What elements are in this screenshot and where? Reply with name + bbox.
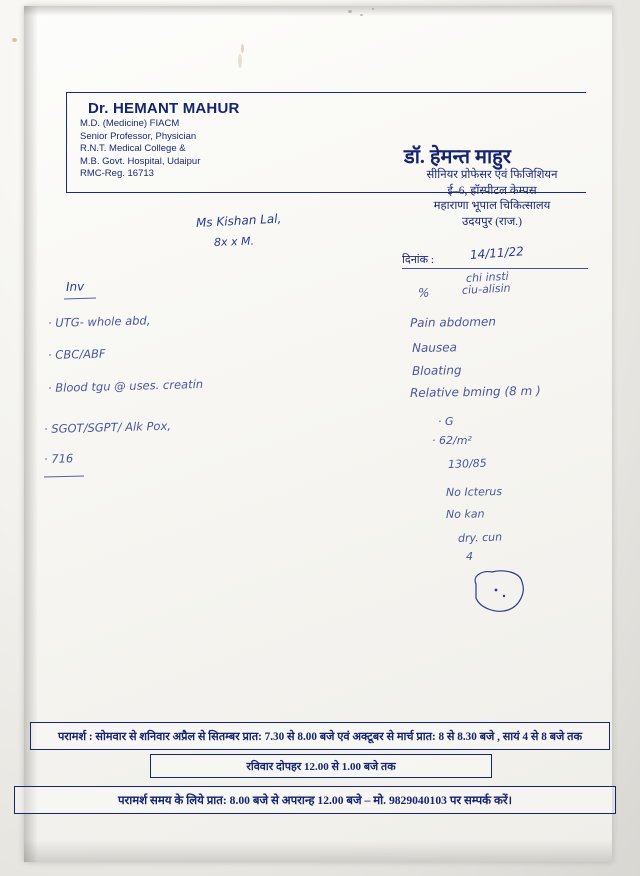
dust-speck	[372, 8, 374, 10]
investigations-heading: Inv	[65, 279, 85, 294]
exam-item: 4	[466, 550, 473, 563]
footer-timing-line-1: परामर्श : सोमवार से शनिवार अप्रैल से सितम्बर प्रात: 7.30 से 8.00 बजे एवं अक्टूबर से मार्च प्रात: 8 से 8.30 बजे , सायं 4 से 8 बजे तक	[30, 722, 610, 750]
paper-edge-shadow-bottom	[24, 840, 612, 862]
credential-line: M.D. (Medicine) FIACM	[80, 118, 180, 129]
complaint-item: Relative bming (8 m )	[409, 383, 541, 400]
dust-speck	[348, 10, 352, 13]
doctor-credentials-english	[80, 118, 200, 181]
dust-speck	[360, 14, 363, 16]
right-note-marker: %	[418, 286, 430, 300]
footer-timing-line-2: रविवार दोपहर 12.00 से 1.00 बजे तक	[150, 754, 492, 778]
dust-speck	[238, 54, 242, 68]
investigation-item: · CBC/ABF	[47, 346, 106, 362]
credential-line: Senior Professor, Physician	[80, 130, 197, 142]
date-label: दिनांक :	[402, 254, 434, 266]
dust-speck	[12, 38, 17, 42]
date-rule	[402, 268, 588, 269]
date-value-handwritten: 14/11/22	[469, 244, 525, 262]
doctor-credentials-hindi	[402, 168, 582, 230]
investigation-item: · UTG- whole abd,	[47, 313, 151, 330]
right-note: chi insti	[465, 269, 509, 285]
exam-item: No kan	[445, 507, 485, 521]
anatomical-sketch	[470, 568, 530, 616]
complaint-item: Pain abdomen	[409, 314, 497, 330]
patient-age-sex-handwritten: 8x x M.	[213, 234, 255, 249]
investigation-item: · 716	[43, 451, 74, 466]
footer-contact-line: परामर्श समय के लिये प्रात: 8.00 बजे से अपरान्ह 12.00 बजे – मो. 9829040103 पर सम्पर्क करें।	[14, 786, 616, 814]
credential-line-hindi: ई–6, हॉस्पीटल केम्पस	[447, 184, 537, 197]
exam-item: dry. cun	[457, 530, 503, 545]
credential-line: RMC-Reg. 16713	[80, 168, 154, 180]
exam-item: 130/85	[447, 456, 487, 471]
credential-line-hindi: सीनियर प्रोफेसर एवं फिजिशियन	[426, 169, 558, 181]
doctor-name-english: Dr. HEMANT MAHUR	[88, 100, 240, 117]
exam-item: · G	[438, 415, 454, 428]
investigation-item: · SGOT/SGPT/ Alk Pox,	[43, 418, 172, 436]
investigation-item: · Blood tgu @ uses. creatin	[47, 376, 204, 395]
letterhead-rule-top	[66, 92, 586, 93]
paper-edge-shadow-top	[24, 6, 612, 16]
right-note: ciu-alisin	[461, 281, 511, 297]
exam-item: · 62/m²	[432, 434, 472, 447]
credential-line-hindi: महाराणा भूपाल चिकित्सालय	[433, 200, 551, 212]
complaint-item: Bloating	[411, 363, 462, 378]
dust-speck	[241, 44, 244, 53]
exam-item: No Icterus	[445, 485, 503, 499]
credential-line: R.N.T. Medical College &	[80, 143, 186, 155]
doctor-name-hindi: डॉ. हेमन्त माहुर	[404, 146, 511, 168]
credential-line-hindi: उदयपुर (राज.)	[462, 215, 522, 228]
complaint-item: Nausea	[411, 340, 458, 355]
patient-name-handwritten: Ms Kishan Lal,	[195, 211, 282, 230]
letterhead-rule-left	[66, 92, 67, 192]
credential-line: M.B. Govt. Hospital, Udaipur	[80, 155, 201, 167]
